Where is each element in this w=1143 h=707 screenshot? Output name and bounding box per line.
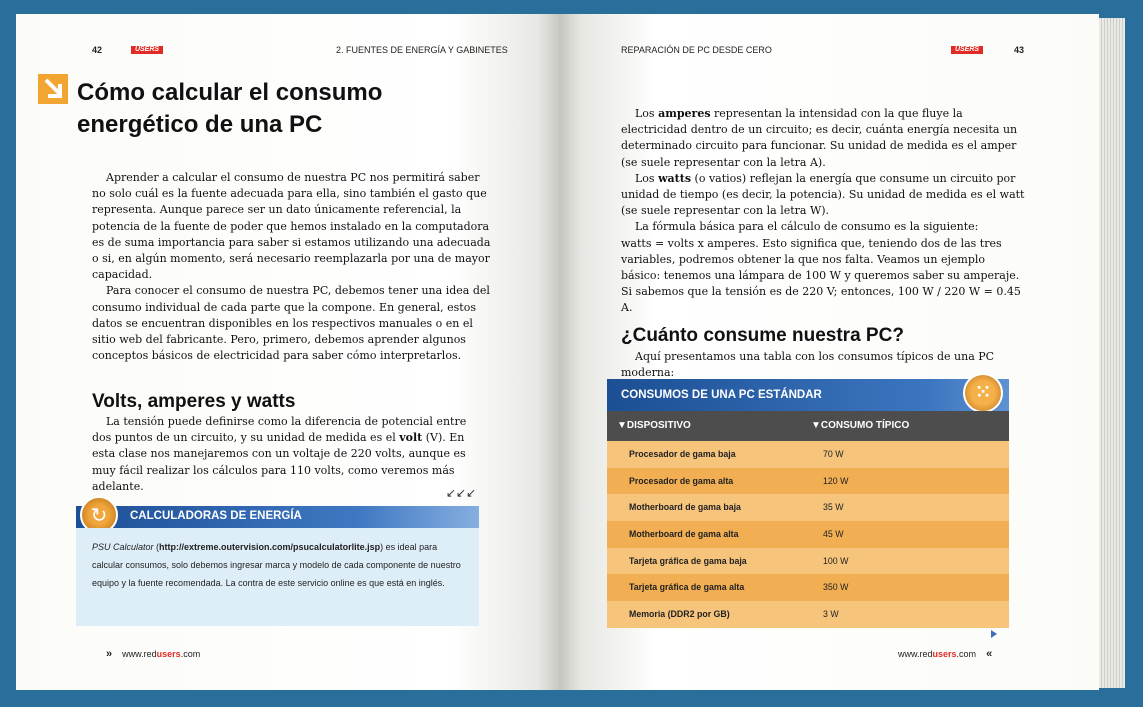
arrows-icon: ↙↙↙ (446, 486, 477, 500)
paragraph: Los watts (o vatios) reflejan la energía que consume un circuito por unidad de tiempo (es decir, la potencia). Su unidad de medida es el watt (se suele representar con la letra W). (621, 171, 1025, 218)
right-page-number: 43 (1014, 45, 1025, 55)
volts-text (92, 414, 486, 495)
refresh-icon: ↻ (80, 496, 118, 534)
grid-calculator-icon: ⁙ (963, 373, 1003, 413)
users-logo: USERS (131, 46, 163, 54)
right-footer: www.redusers.com « (898, 648, 993, 660)
table-intro (621, 349, 1001, 381)
box-title: CALCULADORAS DE ENERGÍA (130, 510, 302, 522)
consumption-table (607, 379, 1009, 628)
paragraph: Aquí presentamos una tabla con los consumos típicos de una PC moderna: (621, 350, 995, 380)
page-edges (1099, 18, 1125, 688)
paragraph: Aprender a calcular el consumo de nuestra PC nos permitirá saber no solo cuál es la fuente adecuada para ella, sino también el gasto que representa. Aunque parece ser un dato únicamente referencial, la potencia de la fuente de poder que hemos instalado en la computadora es de suma importancia para saber si estamos utilizando una adecuada o si, en algún momento, será necesario reemplazarla por una de mayor capacidad. (92, 171, 491, 282)
title-line-1: Cómo calcular el consumo (77, 79, 383, 106)
title-line-2: energético de una PC (77, 111, 323, 138)
running-head: REPARACIÓN DE PC DESDE CERO (621, 45, 772, 55)
table-row: Motherboard de gama baja 35 W (607, 494, 1009, 521)
double-chevron-right-icon: » (106, 648, 113, 660)
table-title: CONSUMOS DE UNA PC ESTÁNDAR ⁙ (607, 379, 1009, 411)
continue-arrow-icon (991, 630, 997, 638)
table-row: Procesador de gama baja 70 W (607, 441, 1009, 468)
table-row: Tarjeta gráfica de gama alta 350 W (607, 574, 1009, 601)
tool-url[interactable]: http://extreme.outervision.com/psucalculatorlite.jsp (159, 542, 381, 552)
left-footer: » www.redusers.com (106, 648, 201, 660)
calculator-box (76, 498, 479, 626)
box-text: PSU Calculator (http://extreme.outervision.com/psucalculatorlite.jsp) es ideal para calcular consumos, solo debemos ingresar marca y modelo de cada componente de nuestro equipo y la fuente recomendada. La contra de este servicio online es que está en inglés. (76, 528, 479, 626)
section-heading: Volts, amperes y watts (92, 391, 296, 412)
bold-term: amperes (658, 107, 711, 120)
table-row: Memoria (DDR2 por GB) 3 W (607, 601, 1009, 628)
table-row: Motherboard de gama alta 45 W (607, 521, 1009, 548)
page-title (77, 77, 497, 141)
tool-name: PSU Calculator (92, 542, 154, 552)
paragraph: Los amperes representan la intensidad con la que fluye la electricidad dentro de un circuito; es decir, cuánta energía necesita un determinado circuito para funcionar. Su unidad de medida es el amper (se suele representar con la letra A). (621, 107, 1018, 169)
paragraph: La fórmula básica para el cálculo de consumo es la siguiente: (635, 220, 979, 234)
definitions-text (621, 106, 1025, 317)
section-heading: ¿Cuánto consume nuestra PC? (621, 325, 904, 346)
column-header-device: ▼DISPOSITIVO (617, 420, 691, 431)
column-header-consumption: ▼CONSUMO TÍPICO (811, 420, 910, 431)
left-page-number: 42 (92, 45, 103, 55)
paragraph: La tensión puede definirse como la diferencia de potencial entre dos puntos de un circuito, y su unidad de medida es el volt (V). En esta clase nos manejaremos con un voltaje de 220 volts, aunque es muy fácil realizar los cálculos para 110 volts, como veremos más adelante. (92, 415, 467, 493)
double-chevron-left-icon: « (986, 648, 993, 660)
chapter-title: 2. FUENTES DE ENERGÍA Y GABINETES (336, 45, 508, 55)
paragraph: watts = volts x amperes. Esto significa que, teniendo dos de las tres variables, podremos obtener la que nos falta. Veamos un ejemplo básico: tenemos una lámpara de 100 W y queremos saber su amperaje. Si sabemos que la tensión es de 220 V; entonces, 100 W / 220 W = 0.45 A. (621, 236, 1021, 315)
paragraph: Para conocer el consumo de nuestra PC, debemos tener una idea del consumo individual de cada parte que la compone. En general, estos datos se encuentran disponibles en los respectivos manuales o en el sitio web del fabricante. Pero, primero, debemos aprender algunos conceptos básicos de electricidad para saber cómo interpretarlos. (92, 284, 490, 363)
arrow-down-right-icon (38, 74, 68, 104)
bold-term: volt (399, 431, 423, 445)
bold-term: watts (658, 171, 692, 185)
intro-text (92, 170, 494, 364)
table-header (607, 411, 1009, 441)
table-row: Tarjeta gráfica de gama baja 100 W (607, 548, 1009, 575)
table-row: Procesador de gama alta 120 W (607, 468, 1009, 495)
users-logo: USERS (951, 46, 983, 54)
